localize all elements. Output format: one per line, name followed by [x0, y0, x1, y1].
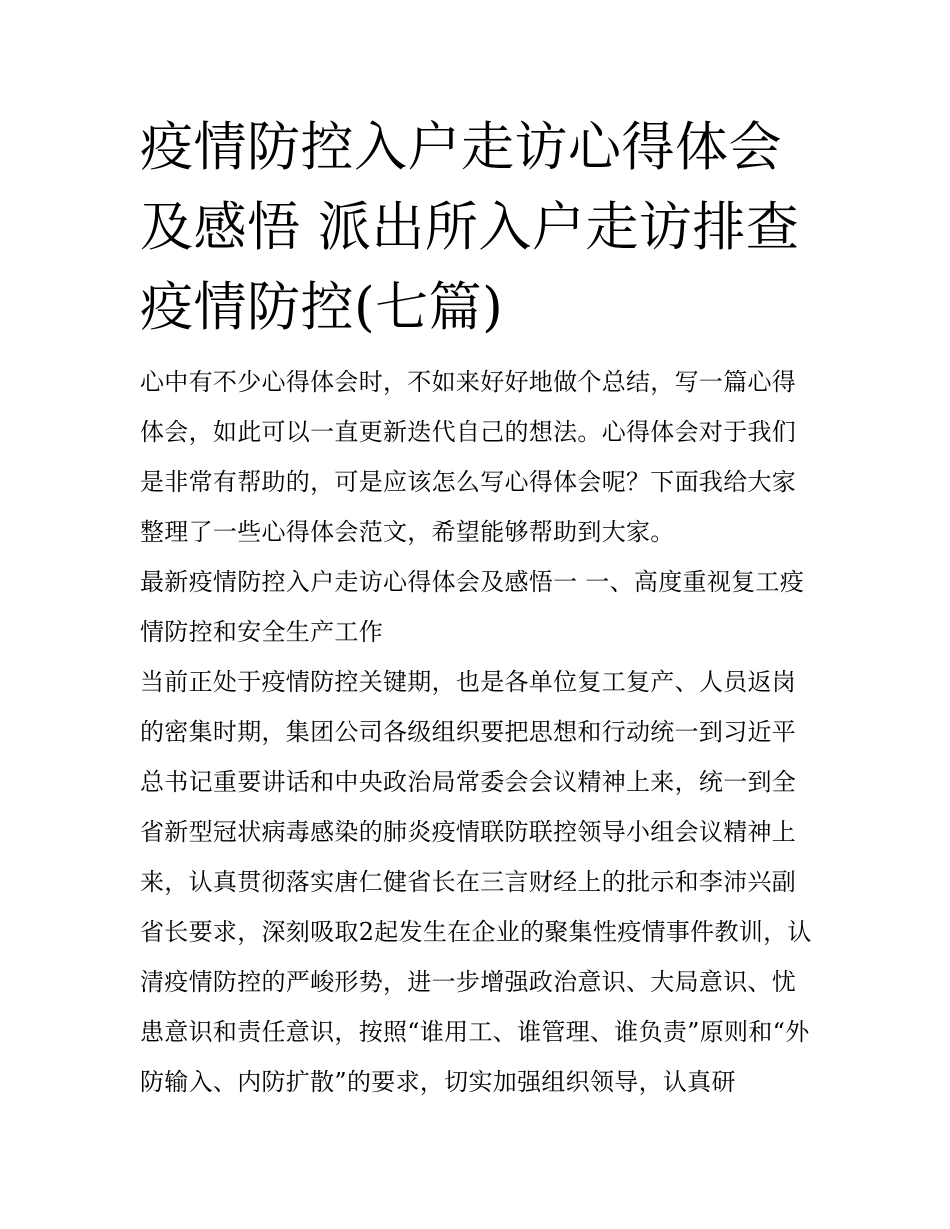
document-title: 疫情防控入户走访心得体会及感悟 派出所入户走访排查疫情防控(七篇): [140, 117, 800, 338]
body-paragraph: 当前正处于疫情防控关键期，也是各单位复工复产、人员返岗的密集时期，集团公司各级组织要把思想和行动统一到习近平总书记重要讲话和中央政治局常委会会议精神上来，统一到全省新型冠状病毒感染的肺炎疫情联防联控领导小组会议精神上来，认真贯彻落实唐仁健省长在三言财经上的批示和李沛兴副省长要求，深刻吸取2起发生在企业的聚集性疫情事件教训，认清疫情防控的严峻形势，进一步增强政治意识、大局意识、忧患意识和责任意识，按照“谁用工、谁管理、谁负责”原则和“外防输入、内防扩散”的要求，切实加强组织领导，认真研: [140, 668, 812, 1096]
section-heading: 最新疫情防控入户走访心得体会及感悟一 一、高度重视复工疫情防控和安全生产工作: [140, 568, 805, 646]
document-body: [140, 357, 820, 1107]
intro-paragraph: 心中有不少心得体会时，不如来好好地做个总结，写一篇心得体会，如此可以一直更新迭代自己的想法。心得体会对于我们是非常有帮助的，可是应该怎么写心得体会呢？下面我给大家整理了一些心得体会范文，希望能够帮助到大家。: [140, 368, 797, 546]
